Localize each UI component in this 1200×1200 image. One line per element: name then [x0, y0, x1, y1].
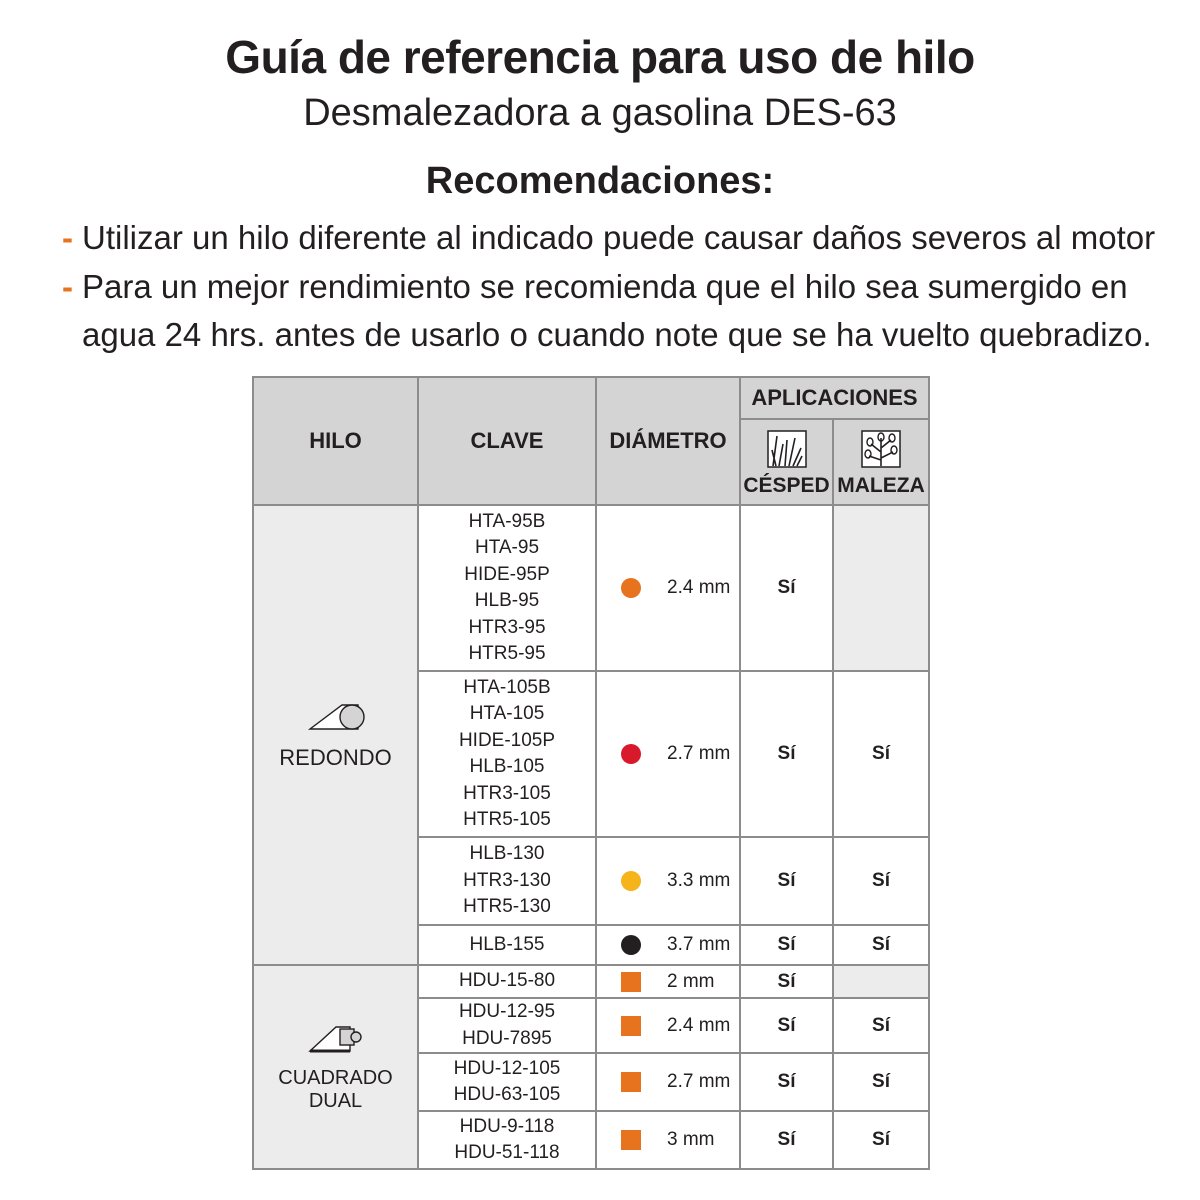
cesped-cell: Sí	[740, 1053, 833, 1111]
bullet-dash: -	[62, 268, 73, 305]
code: HLB-130	[469, 843, 545, 865]
diameter-cell	[596, 671, 740, 837]
code: HLB-155	[469, 933, 545, 955]
code: HDU-12-105	[453, 1057, 561, 1079]
cesped-cell: Sí	[740, 505, 833, 671]
code: HLB-105	[469, 756, 545, 777]
diameter-color-marker	[621, 1130, 641, 1150]
header-aplicaciones: APLICACIONES	[740, 377, 929, 419]
code: HIDE-95P	[464, 563, 550, 585]
maleza-cell: Sí	[833, 837, 929, 925]
diameter-color-marker	[621, 578, 641, 598]
diameter-color-marker	[621, 744, 641, 764]
code: HDU-7895	[462, 1027, 552, 1049]
header-diametro: DIÁMETRO	[596, 377, 740, 505]
round-line-icon	[306, 699, 366, 733]
cesped-cell: Sí	[740, 837, 833, 925]
code: HDU-12-95	[458, 1001, 556, 1022]
cesped-cell: Sí	[740, 998, 833, 1053]
code: HIDE-105P	[458, 729, 556, 751]
header-clave: CLAVE	[418, 377, 596, 505]
code: HDU-63-105	[453, 1084, 561, 1105]
maleza-cell: Sí	[833, 925, 929, 965]
code: HTR3-130	[463, 869, 551, 891]
recommendation-item	[62, 263, 1172, 359]
code: HTA-95B	[468, 510, 546, 532]
page-subtitle: Desmalezadora a gasolina DES-63	[303, 92, 897, 134]
table-row	[253, 965, 929, 998]
cesped-cell: Sí	[740, 1111, 833, 1169]
code: HTR5-95	[468, 643, 546, 664]
bullet-dash: -	[62, 219, 73, 256]
codes-cell	[418, 925, 596, 965]
diameter-color-marker	[621, 871, 641, 891]
diameter-color-marker	[621, 935, 641, 955]
code: HDU-51-118	[454, 1142, 560, 1163]
recommendations-title: Recomendaciones:	[425, 160, 775, 202]
maleza-cell: Sí	[833, 998, 929, 1053]
hilo-group-label: REDONDO	[279, 745, 392, 770]
diameter-cell	[596, 837, 740, 925]
recommendation-text: Utilizar un hilo diferente al indicado puede causar daños severos al motor	[82, 219, 1156, 256]
page-title: Guía de referencia para uso de hilo	[225, 31, 975, 83]
code: HTA-105B	[463, 676, 551, 698]
maleza-cell	[833, 965, 929, 998]
code: HTR3-105	[463, 782, 551, 804]
maleza-cell: Sí	[833, 671, 929, 837]
codes-cell	[418, 1111, 596, 1169]
header-maleza	[833, 419, 929, 505]
square-dual-line-icon	[306, 1021, 366, 1055]
code: HTR3-95	[468, 616, 546, 638]
code: HTR5-130	[463, 896, 551, 918]
recommendation-text: Para un mejor rendimiento se recomienda que el hilo sea sumergido en	[82, 268, 1128, 305]
diameter-color-marker	[621, 972, 641, 992]
diameter-cell	[596, 1111, 740, 1169]
diameter-cell	[596, 965, 740, 998]
cesped-cell: Sí	[740, 965, 833, 998]
diameter-color-marker	[621, 1016, 641, 1036]
codes-cell	[418, 965, 596, 998]
recommendation-item	[62, 214, 1172, 262]
codes-cell	[418, 505, 596, 671]
codes-cell	[418, 671, 596, 837]
code: HTA-95	[474, 537, 540, 558]
grass-icon	[767, 430, 807, 468]
maleza-label: MALEZA	[837, 474, 925, 497]
hilo-group-redondo	[253, 505, 418, 965]
header-hilo: HILO	[253, 377, 418, 505]
hilo-group-cuadrado	[253, 965, 418, 1169]
cesped-cell: Sí	[740, 671, 833, 837]
cesped-label: CÉSPED	[743, 474, 830, 497]
header-cesped	[740, 419, 833, 505]
maleza-cell: Sí	[833, 1111, 929, 1169]
diameter-cell	[596, 998, 740, 1053]
codes-cell	[418, 998, 596, 1053]
diameter-cell	[596, 925, 740, 965]
code: HDU-9-118	[459, 1115, 555, 1137]
diameter-value: 3.3 mm	[667, 870, 731, 891]
diameter-value: 2.7 mm	[667, 1071, 731, 1092]
diameter-value: 2.4 mm	[667, 1014, 731, 1036]
maleza-cell: Sí	[833, 1053, 929, 1111]
reference-table	[252, 376, 930, 1170]
recommendation-text-continued: agua 24 hrs. antes de usarlo o cuando note que se ha vuelto quebradizo.	[82, 316, 1152, 353]
code: HTA-105	[469, 703, 545, 724]
code: HTR5-105	[463, 809, 551, 830]
code: HLB-95	[474, 590, 540, 611]
maleza-cell	[833, 505, 929, 671]
diameter-value: 3 mm	[667, 1129, 715, 1150]
diameter-value: 2.7 mm	[667, 743, 731, 764]
cesped-cell: Sí	[740, 925, 833, 965]
codes-cell	[418, 1053, 596, 1111]
weeds-icon	[861, 430, 901, 468]
diameter-cell	[596, 505, 740, 671]
hilo-group-label: CUADRADO DUAL	[278, 1067, 393, 1112]
diameter-cell	[596, 1053, 740, 1111]
diameter-color-marker	[621, 1072, 641, 1092]
diameter-value: 2.4 mm	[667, 577, 731, 598]
diameter-value: 3.7 mm	[667, 934, 731, 955]
table-row	[253, 505, 929, 671]
code: HDU-15-80	[458, 970, 556, 992]
codes-cell	[418, 837, 596, 925]
diameter-value: 2 mm	[667, 970, 715, 992]
